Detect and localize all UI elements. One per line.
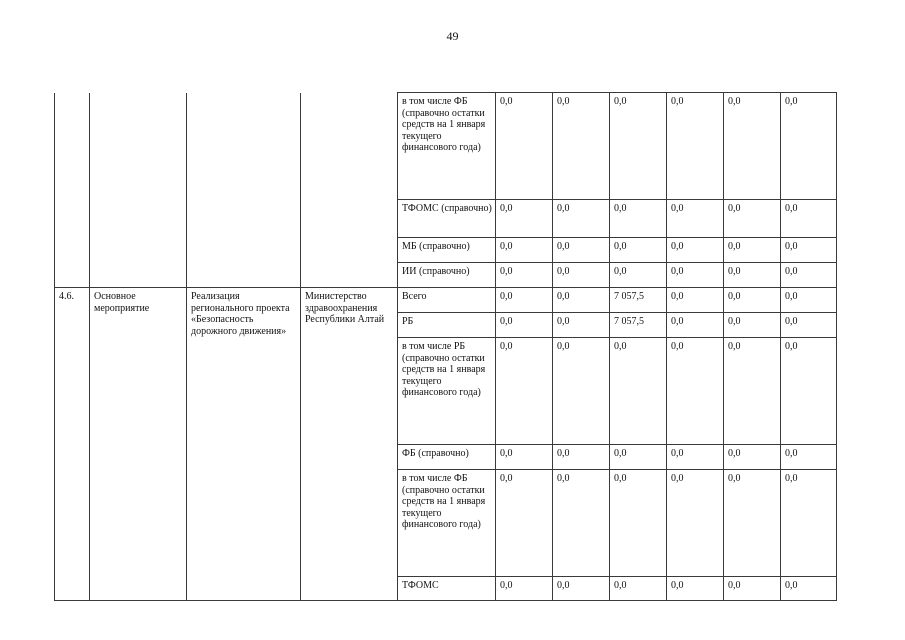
value-cell: 0,0 [667,577,724,601]
value-cell: 0,0 [667,93,724,200]
value-cell: 7 057,5 [610,313,667,338]
value-cell: 0,0 [553,470,610,577]
value-cell: 0,0 [610,238,667,263]
source-cell: ТФОМС (справочно) [398,200,496,238]
value-cell: 0,0 [724,263,781,288]
value-cell: 0,0 [496,200,553,238]
activity-name: Реализация регионального проекта «Безопасность дорожного движения» [187,288,301,601]
value-cell: 0,0 [553,238,610,263]
value-cell: 0,0 [496,313,553,338]
value-cell: 0,0 [781,338,837,445]
value-cell: 0,0 [553,338,610,445]
value-cell: 0,0 [553,445,610,470]
value-cell: 0,0 [724,338,781,445]
table-row [55,288,837,313]
table-row [55,93,837,200]
value-cell: 0,0 [724,577,781,601]
value-cell: 0,0 [496,288,553,313]
value-cell: 0,0 [610,263,667,288]
value-cell: 7 057,5 [610,288,667,313]
source-cell: РБ [398,313,496,338]
value-cell: 0,0 [496,577,553,601]
value-cell: 0,0 [781,93,837,200]
value-cell: 0,0 [667,470,724,577]
value-cell: 0,0 [496,445,553,470]
value-cell: 0,0 [610,93,667,200]
executor-cell [301,93,398,288]
value-cell: 0,0 [610,470,667,577]
source-cell: в том числе ФБ (справочно остатки средств на 1 января текущего финансового года) [398,470,496,577]
value-cell: 0,0 [553,313,610,338]
value-cell: 0,0 [781,263,837,288]
activity-type: Основное мероприятие [90,288,187,601]
value-cell: 0,0 [610,338,667,445]
source-cell: ФБ (справочно) [398,445,496,470]
value-cell: 0,0 [610,445,667,470]
value-cell: 0,0 [724,238,781,263]
value-cell: 0,0 [553,200,610,238]
value-cell: 0,0 [553,263,610,288]
value-cell: 0,0 [781,470,837,577]
value-cell: 0,0 [724,445,781,470]
source-cell: в том числе ФБ (справочно остатки средств на 1 января текущего финансового года) [398,93,496,200]
value-cell: 0,0 [781,577,837,601]
source-cell: в том числе РБ (справочно остатки средств на 1 января текущего финансового года) [398,338,496,445]
type-cell [90,93,187,288]
source-cell: ИИ (справочно) [398,263,496,288]
value-cell: 0,0 [667,200,724,238]
value-cell: 0,0 [724,288,781,313]
value-cell: 0,0 [610,200,667,238]
budget-table [54,92,837,601]
value-cell: 0,0 [781,288,837,313]
value-cell: 0,0 [781,445,837,470]
number-cell [55,93,90,288]
value-cell: 0,0 [781,313,837,338]
source-cell: МБ (справочно) [398,238,496,263]
value-cell: 0,0 [496,238,553,263]
activity-executor: Министерство здравоохранения Республики Алтай [301,288,398,601]
value-cell: 0,0 [667,238,724,263]
value-cell: 0,0 [496,263,553,288]
value-cell: 0,0 [667,263,724,288]
value-cell: 0,0 [496,93,553,200]
activity-number: 4.6. [55,288,90,601]
name-cell [187,93,301,288]
value-cell: 0,0 [553,288,610,313]
value-cell: 0,0 [781,238,837,263]
value-cell: 0,0 [781,200,837,238]
value-cell: 0,0 [553,93,610,200]
value-cell: 0,0 [724,93,781,200]
value-cell: 0,0 [724,200,781,238]
value-cell: 0,0 [724,313,781,338]
value-cell: 0,0 [496,338,553,445]
value-cell: 0,0 [667,313,724,338]
value-cell: 0,0 [667,338,724,445]
source-cell: Всего [398,288,496,313]
value-cell: 0,0 [610,577,667,601]
value-cell: 0,0 [496,470,553,577]
source-cell: ТФОМС [398,577,496,601]
value-cell: 0,0 [553,577,610,601]
page-number: 49 [446,29,459,43]
value-cell: 0,0 [667,288,724,313]
value-cell: 0,0 [724,470,781,577]
value-cell: 0,0 [667,445,724,470]
